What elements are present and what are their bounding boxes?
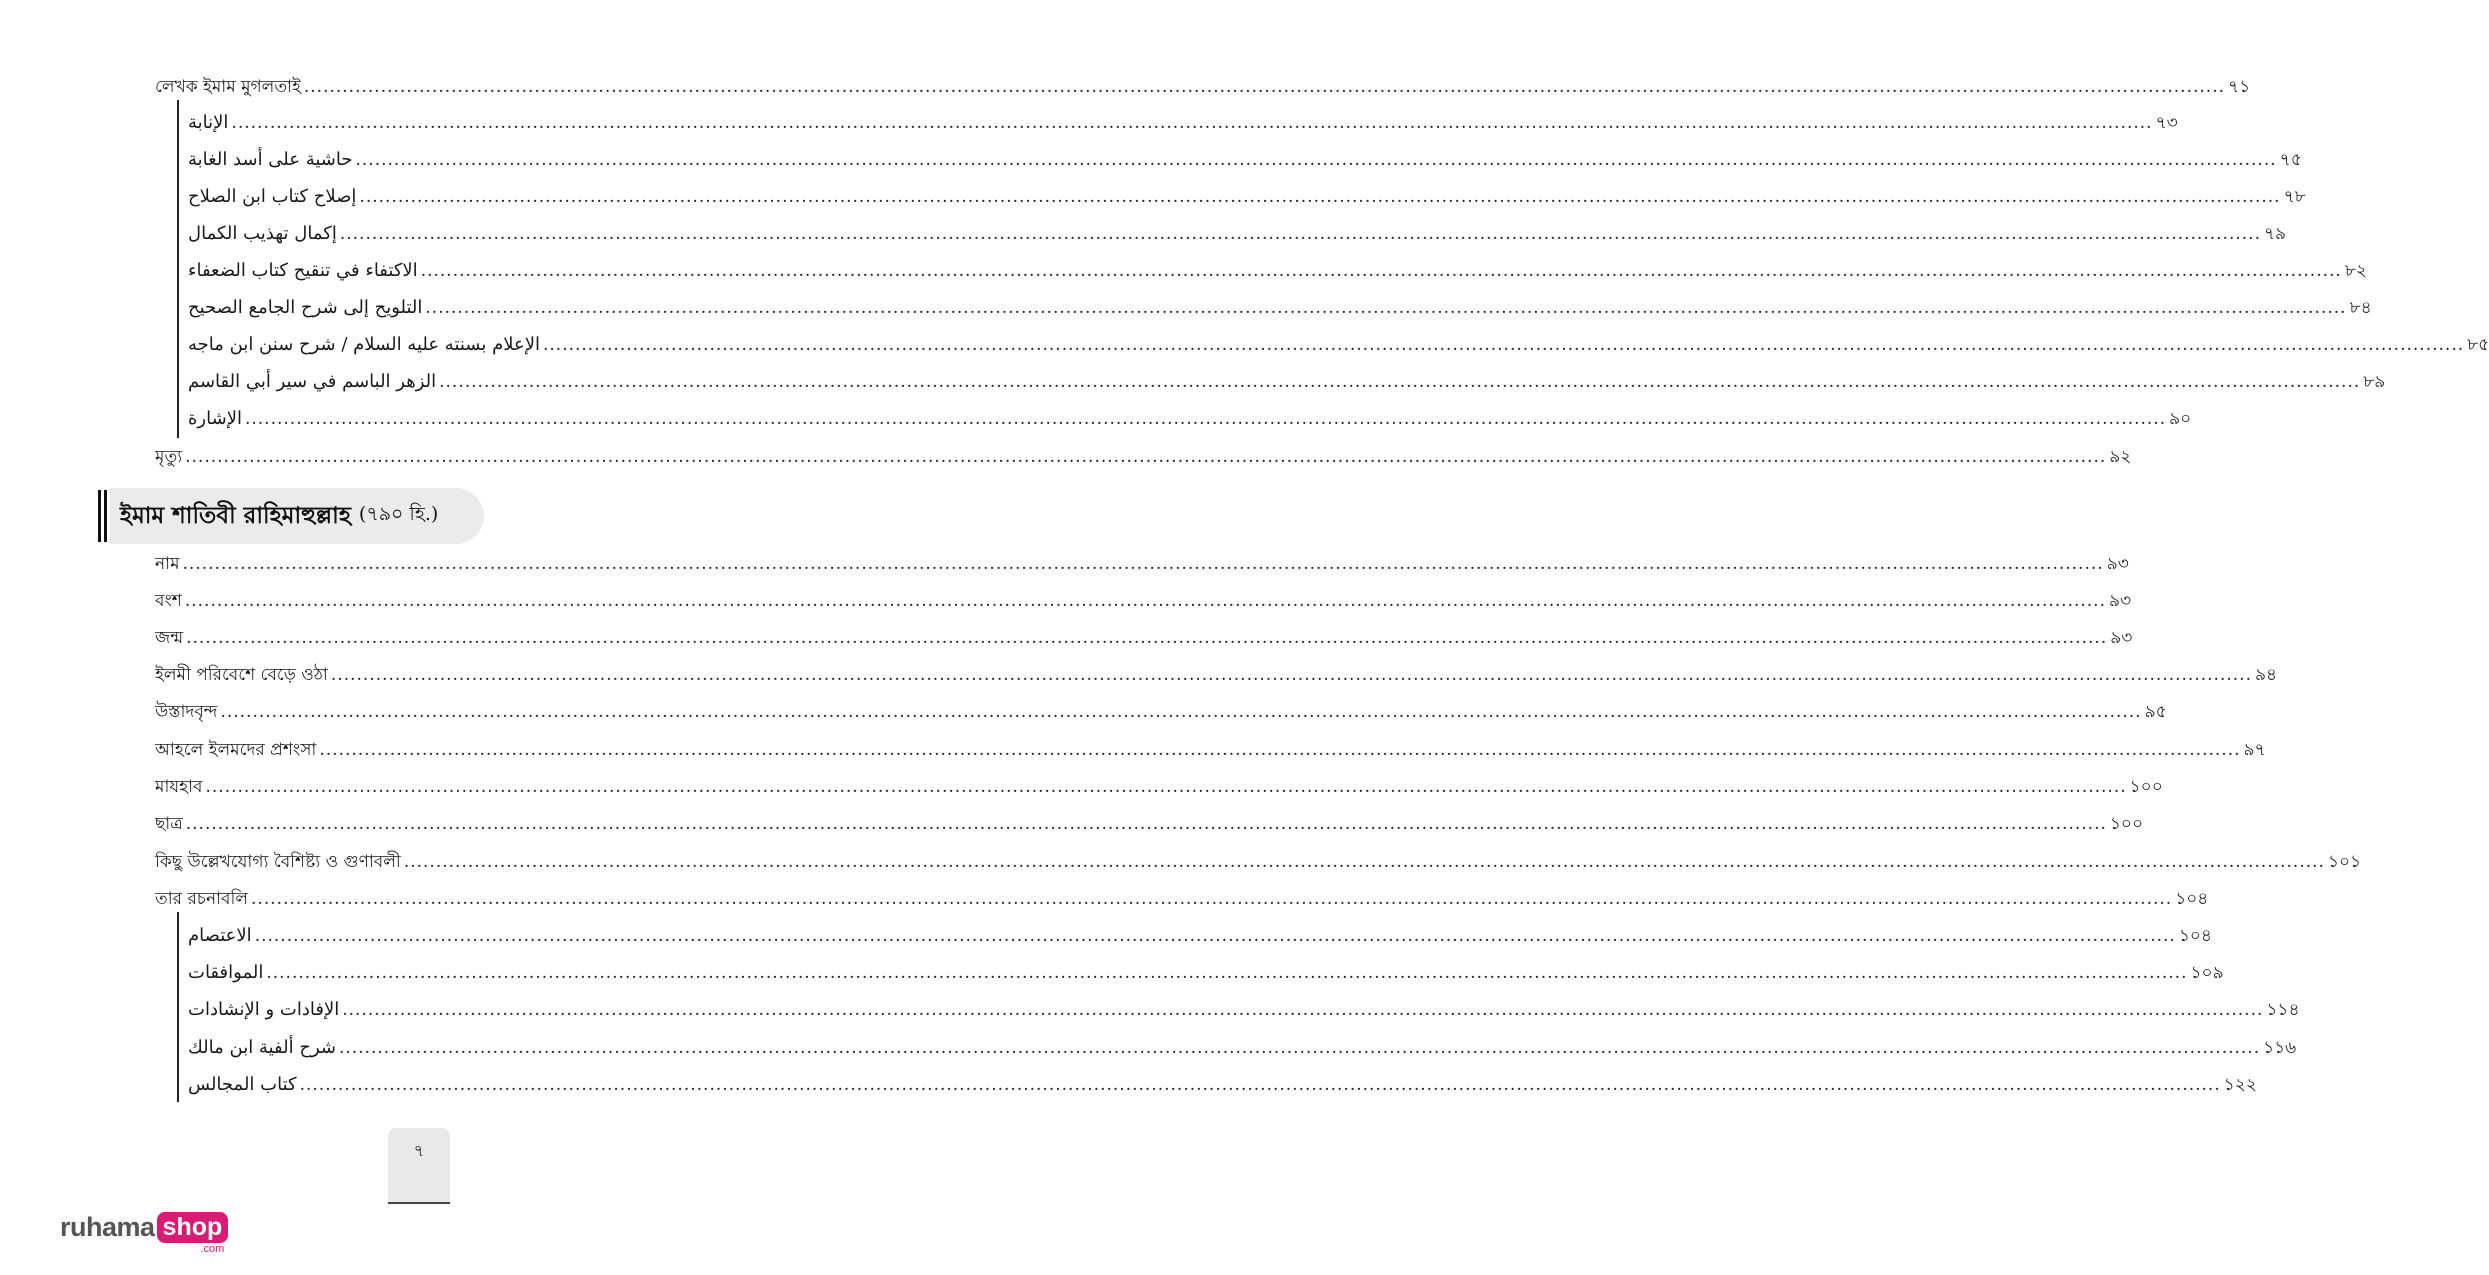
toc-entry-page: ১০১ [2327, 852, 2362, 872]
toc-entry-label: الإفادات و الإنشادات [188, 999, 340, 1020]
toc-entry [188, 363, 2386, 393]
heading-bar [104, 490, 107, 542]
dot-leader: ............................................................................................................................................................................................................................................................................................................ [342, 1000, 2264, 1020]
toc-entry [155, 68, 2251, 98]
toc-entry-label: الإنابة [188, 112, 229, 133]
toc-entry-page: ৯৩ [2109, 591, 2132, 611]
chapter-heading [98, 488, 484, 544]
toc-entry [155, 768, 2163, 798]
toc-entry-label: الزهر الباسم في سير أبي القاسم [188, 371, 437, 392]
toc-entry-label: তার রচনাবলি [155, 889, 249, 909]
toc-entry-label: الاكتفاء في تنقيح كتاب الضعفاء [188, 260, 418, 281]
dot-leader: ............................................................................................................................................................................................................................................................................................................ [355, 150, 2277, 170]
dot-leader: ............................................................................................................................................................................................................................................................................................................ [184, 591, 2106, 611]
toc-entry-label: নাম [155, 554, 180, 574]
dot-leader: ............................................................................................................................................................................................................................................................................................................ [403, 852, 2325, 872]
toc-entry-page: ১০০ [2109, 814, 2144, 834]
toc-entry [155, 843, 2362, 873]
toc-entry-page: ৯৪ [2254, 665, 2278, 685]
toc-entry-label: ছাত্র [155, 814, 183, 834]
toc-entry [188, 1029, 2297, 1059]
toc-entry-page: ১০০ [2129, 777, 2163, 797]
toc-entry [188, 326, 2489, 356]
toc-entry [188, 104, 2178, 134]
toc-entry [188, 991, 2300, 1021]
toc-entry-page: ৯৭ [2243, 740, 2266, 760]
toc-entry-label: إصلاح كتاب ابن الصلاح [188, 186, 357, 207]
toc-entry [155, 582, 2132, 612]
toc-entry-label: حاشية على أسد الغابة [188, 149, 353, 170]
toc-entry-label: উস্তাদবৃন্দ [155, 702, 218, 722]
chapter-date: (৭৯০ হি.) [358, 503, 439, 525]
toc-entry-label: জন্ম [155, 628, 184, 648]
dot-leader: ............................................................................................................................................................................................................................................................................................................ [359, 187, 2281, 207]
dot-leader: ............................................................................................................................................................................................................................................................................................................ [299, 1075, 2221, 1095]
logo-com: .com [200, 1243, 225, 1255]
dot-leader: ............................................................................................................................................................................................................................................................................................................ [330, 665, 2252, 685]
toc-entry [155, 805, 2144, 835]
toc-entry-page: ৯৩ [2110, 628, 2133, 648]
toc-entry-page: ১২২ [2223, 1075, 2257, 1095]
toc-entry-page: ১০৯ [2190, 963, 2224, 983]
dot-leader: ............................................................................................................................................................................................................................................................................................................ [542, 335, 2465, 355]
toc-entry [155, 619, 2133, 649]
page-number: ৭ [413, 1141, 425, 1160]
toc-entry-label: মৃত্যু [155, 447, 183, 467]
toc-entry [188, 400, 2192, 430]
toc-entry-label: إكمال تهذيب الكمال [188, 223, 337, 244]
toc-entry [188, 178, 2306, 208]
toc-entry-page: ৯২ [2109, 447, 2132, 467]
toc-entry [188, 252, 2367, 282]
toc-entry [188, 289, 2372, 319]
toc-entry-page: ৭৫ [2279, 150, 2302, 170]
toc-entry [188, 215, 2287, 245]
toc-entry-page: ১০৪ [2175, 889, 2209, 909]
toc-entry [155, 880, 2209, 910]
dot-leader: ............................................................................................................................................................................................................................................................................................................ [185, 447, 2107, 467]
toc-entry-label: ইলমী পরিবেশে বেড়ে ওঠা [155, 665, 328, 685]
dot-leader: ............................................................................................................................................................................................................................................................................................................ [220, 702, 2142, 722]
dot-leader: ............................................................................................................................................................................................................................................................................................................ [186, 628, 2108, 648]
toc-entry-page: ৮৫ [2467, 335, 2489, 355]
toc-entry-page: ৭৮ [2283, 187, 2306, 207]
dot-leader: ............................................................................................................................................................................................................................................................................................................ [254, 926, 2176, 946]
toc-entry-page: ১০৪ [2178, 926, 2212, 946]
toc-entry-label: বংশ [155, 591, 182, 611]
toc-entry [155, 656, 2278, 686]
dot-leader: ............................................................................................................................................................................................................................................................................................................ [205, 777, 2127, 797]
toc-entry-page: ৯০ [2169, 409, 2192, 429]
toc-entry-label: الإعلام بسنته عليه السلام / شرح سنن ابن ماجه [188, 334, 540, 355]
dot-leader: ............................................................................................................................................................................................................................................................................................................ [182, 554, 2104, 574]
indent-line [177, 912, 179, 1102]
toc-entry-page: ৮৪ [2349, 298, 2372, 318]
toc-entry-page: ৭১ [2228, 77, 2251, 97]
toc-entry-page: ৭৯ [2263, 224, 2287, 244]
indent-line [177, 100, 179, 438]
logo-ruhama: ruhama [60, 1212, 155, 1242]
toc-entry-label: الموافقات [188, 962, 264, 983]
toc-entry [155, 545, 2129, 575]
toc-entry-label: আহলে ইলমদের প্রশংসা [155, 740, 317, 760]
toc-entry-label: التلويح إلى شرح الجامع الصحيح [188, 297, 423, 318]
toc-entry-label: كتاب المجالس [188, 1074, 297, 1095]
toc-entry-page: ১১৪ [2266, 1000, 2300, 1020]
logo-shop: shop [157, 1212, 229, 1243]
logo-shop-wrap [157, 1212, 229, 1255]
toc-entry-page: ১১৬ [2263, 1038, 2297, 1058]
toc-entry [155, 693, 2167, 723]
toc-entry-label: মাযহাব [155, 777, 203, 797]
toc-entry-label: কিছু উল্লেখযোগ্য বৈশিষ্ট্য ও গুণাবলী [155, 852, 401, 872]
toc-entry-label: الإشارة [188, 408, 242, 429]
dot-leader: ............................................................................................................................................................................................................................................................................................................ [251, 889, 2173, 909]
dot-leader: ............................................................................................................................................................................................................................................................................................................ [244, 409, 2167, 429]
toc-entry [155, 731, 2266, 761]
toc-entry [188, 141, 2302, 171]
dot-leader: ............................................................................................................................................................................................................................................................................................................ [319, 740, 2241, 760]
dot-leader: ............................................................................................................................................................................................................................................................................................................ [266, 963, 2188, 983]
heading-bar [98, 490, 101, 542]
dot-leader: ............................................................................................................................................................................................................................................................................................................ [420, 261, 2342, 281]
toc-entry-label: الاعتصام [188, 925, 252, 946]
toc-entry-page: ৮২ [2344, 261, 2367, 281]
toc-entry [188, 1066, 2257, 1096]
toc-entry-page: ৯৫ [2144, 702, 2167, 722]
dot-leader: ............................................................................................................................................................................................................................................................................................................ [339, 224, 2261, 244]
toc-entry-page: ৯৩ [2106, 554, 2129, 574]
toc-entry-page: ৮৯ [2363, 372, 2386, 392]
dot-leader: ............................................................................................................................................................................................................................................................................................................ [439, 372, 2361, 392]
dot-leader: ............................................................................................................................................................................................................................................................................................................ [185, 814, 2107, 834]
dot-leader: ............................................................................................................................................................................................................................................................................................................ [425, 298, 2347, 318]
page-number-tab [388, 1128, 450, 1204]
dot-leader: ............................................................................................................................................................................................................................................................................................................ [231, 113, 2153, 133]
toc-entry [188, 954, 2224, 984]
toc-entry-label: شرح ألفية ابن مالك [188, 1037, 336, 1058]
toc-entry-page: ৭৩ [2155, 113, 2178, 133]
chapter-title: ইমাম শাতিবী রাহিমাহুল্লাহ [120, 502, 351, 529]
toc-entry-label: লেখক ইমাম মুগলতাই [155, 77, 301, 97]
dot-leader: ............................................................................................................................................................................................................................................................................................................ [338, 1038, 2261, 1058]
dot-leader: ............................................................................................................................................................................................................................................................................................................ [303, 77, 2226, 97]
toc-entry [155, 438, 2132, 468]
ruhamashop-logo [60, 1212, 228, 1255]
toc-entry [188, 917, 2212, 947]
heading-box [110, 488, 484, 544]
